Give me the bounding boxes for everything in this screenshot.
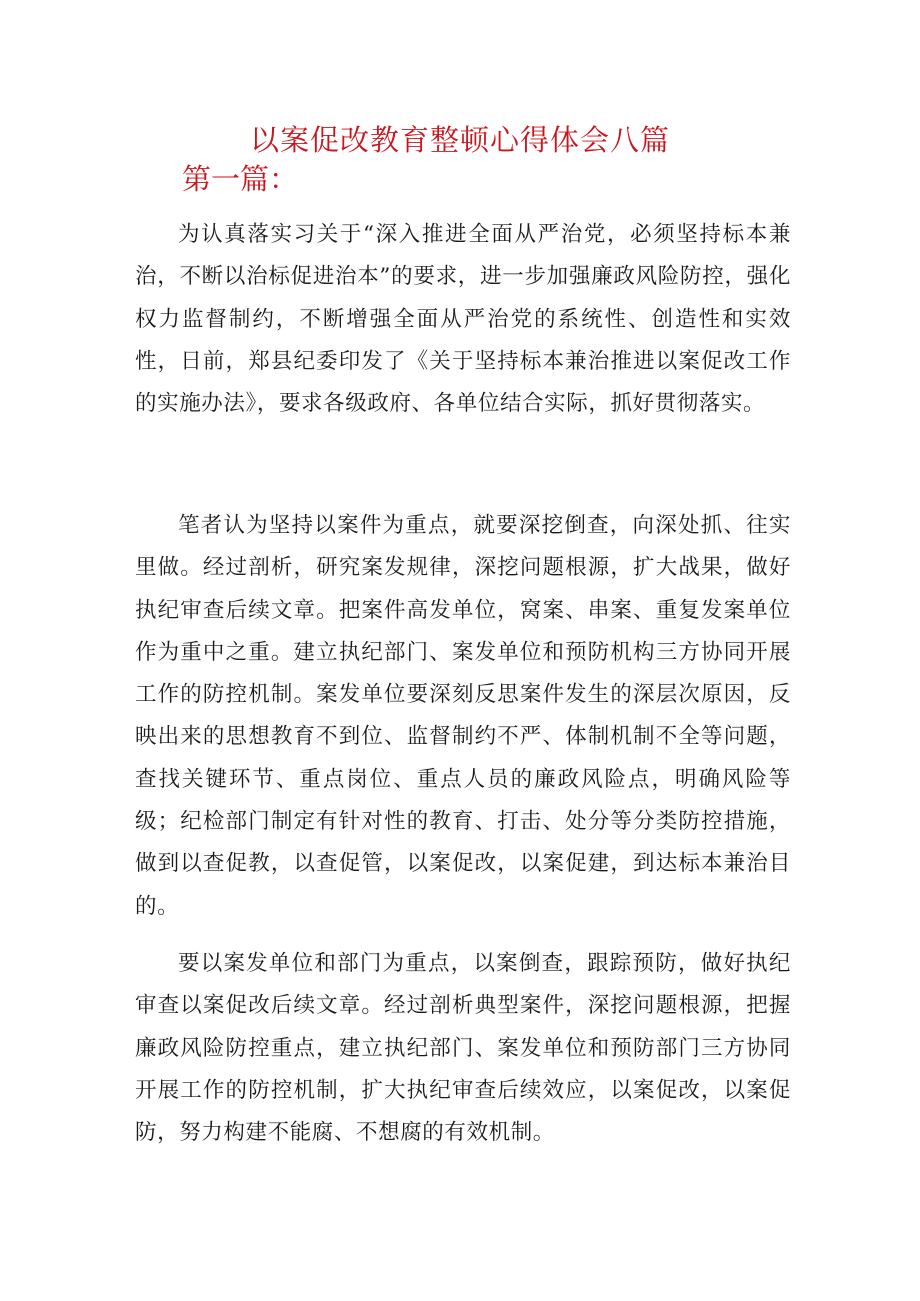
paragraph: 笔者认为坚持以案件为重点，就要深挖倒查，向深处抓、往实里做。经过剖析，研究案发规律，深挖问题根源，扩大战果，做好执纪审查后续文章。把案件高发单位，窝案、串案、重复发案单位作为重中之重。建立执纪部门、案发单位和预防机构三方协同开展工作的防控机制。案发单位要深刻反思案件发生的深层次原因，反映出来的思想教育不到位、监督制约不严、体制机制不全等问题，查找关键环节、重点岗位、重点人员的廉政风险点，明确风险等级；纪检部门制定有针对性的教育、打击、处分等分类防控措施，做到以查促教，以查促管，以案促改，以案促建，到达标本兼治目的。	[135, 513, 791, 919]
section-heading: 第一篇：	[182, 162, 299, 196]
paragraph: 要以案发单位和部门为重点，以案倒查，跟踪预防，做好执纪审查以案促改后续文章。经过剖析典型案件，深挖问题根源，把握廉政风险防控重点，建立执纪部门、案发单位和预防部门三方协同开展工作的防控机制，扩大执纪审查后续效应，以案促改，以案促防，努力构建不能腐、不想腐的有效机制。	[135, 951, 791, 1146]
paragraph: 为认真落实习关于“深入推进全面从严治党，必须坚持标本兼治，不断以治标促进治本”的要求，进一步加强廉政风险防控，强化权力监督制约，不断增强全面从严治党的系统性、创造性和实效性，日前，郑县纪委印发了《关于坚持标本兼治推进以案促改工作的实施办法》，要求各级政府、各单位结合实际，抓好贯彻落实。	[135, 222, 791, 417]
document-title: 以案促改教育整顿心得体会八篇	[249, 123, 670, 157]
